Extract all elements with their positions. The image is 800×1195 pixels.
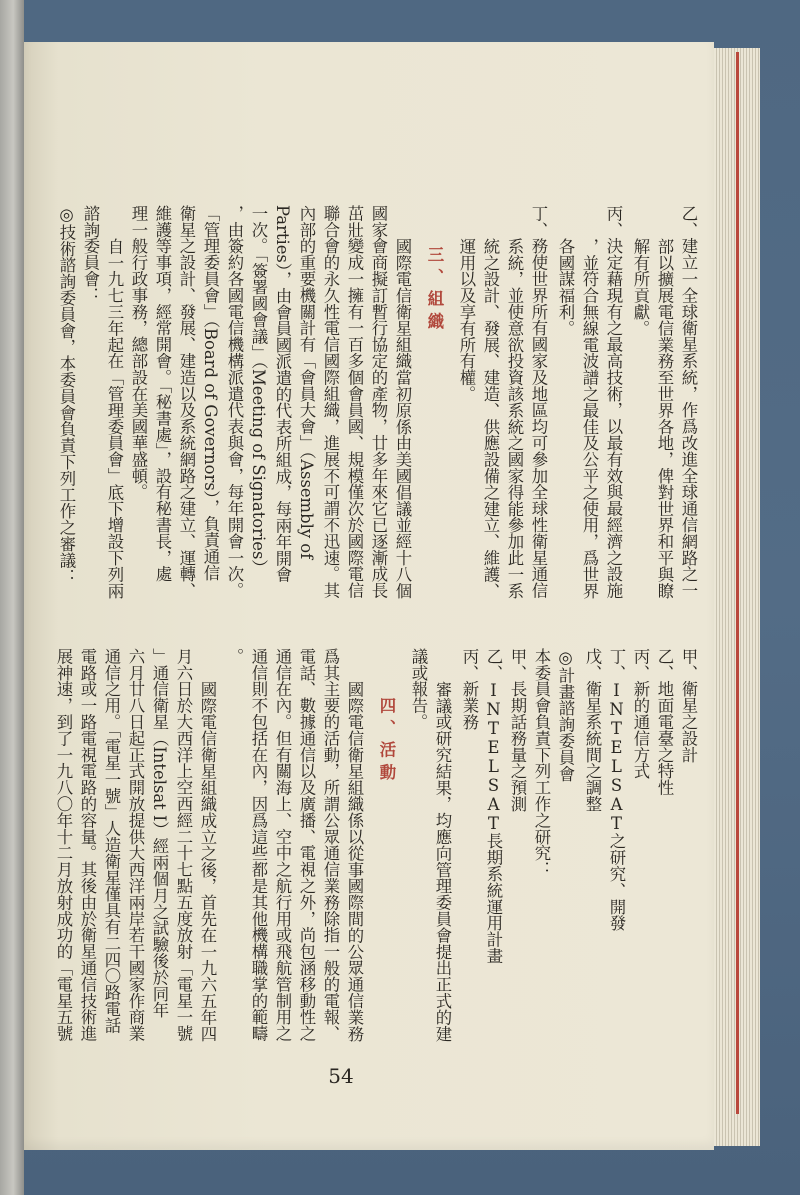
text-column: 衛星之設計、發展、建造以及系統網路之建立、運轉、 [177,205,196,599]
text-column: ，並符合無線電波譜之最佳及公平之使用，爲世界 [580,237,599,599]
text-column: 理一般行政事務，總部設在美國華盛頓。 [129,205,148,501]
text-column: 「管理委員會」（Board of Governors），負責通信 [201,205,220,581]
section-heading-organization: 三、組織 [425,246,444,335]
text-column: 國際電信衛星組織成立之後，首先在一九六五年四 [198,680,217,1042]
list-item: 戊、衛星系統間之調整 [583,648,602,812]
text-column: 各國謀福利。 [556,237,575,337]
text-column: 議或報告。 [409,648,428,730]
text-column: 爲其主要的活動，所謂公眾通信業務除指一般的電報、 [321,648,340,1042]
text-column: 電話、數據通信以及廣播、電視之外，尚包涵移動性之 [297,648,316,1042]
list-item: 丙、新業務 [460,648,479,730]
list-item-bing [553,205,625,605]
list-item: 甲、長期話務量之預測 [508,648,527,812]
list-item: 乙、地面電臺之特性 [655,648,674,796]
activity-paragraph-1 [222,648,366,1048]
text-column: 審議或研究結果，均應向管理委員會提出正式的建 [433,680,452,1042]
text-column: 國際電信衛星組織當初原係由美國倡議並經十八個 [393,237,412,599]
text-column: 」通信衛星（Intelsat I）經兩個月之試驗後於同年 [150,648,169,1019]
lower-text-block [40,648,700,1048]
text-column: 系統，並使意欲投資該系統之國家得能參加此一系 [505,237,524,599]
text-column: 內部的重要機關計有「會員大會」（Assembly of [297,205,316,560]
text-column: 乙、建立一全球衛星系統，作爲改進全球通信網路之一 [679,205,698,599]
text-column: 丁、務使世界所有國家及地區均可參加全球性衛星通信 [529,205,548,599]
facing-page-edge [0,0,24,1195]
text-column: 丙、決定藉現有之最高技術，以最有效與最經濟之設施 [604,205,623,599]
text-column: 茁壯變成一擁有一百多個會員國、規模僅次於國際電信 [345,205,364,599]
text-column: 運用以及享有所有權。 [457,237,476,402]
text-column: 月六日於大西洋上空西經二十七點五度放射「電星一號 [174,648,193,1042]
technical-committee-title: ◎技術諮詢委員會，本委員會負責下列工作之審議： [57,205,76,585]
text-column: ，由簽約各國電信機構派遣代表與會，每年開會一次。 [225,205,244,599]
list-item: 乙、INTELSAT長期系統運用計畫 [484,648,503,964]
technical-items-list [580,648,700,1048]
text-column: 電路或一路電視電路的容量。其後由於衛星通信技術進 [78,648,97,1042]
list-item: 丙、新的通信方式 [631,648,650,780]
text-column: 本委員會負責下列工作之研究： [532,648,551,878]
list-item: 丁、INTELSAT之研究、開發 [607,648,626,932]
text-column: 通信則不包括在內，因爲這些都是其他機構職掌的範疇 [249,648,268,1042]
text-column: 展神速，到了一九八〇年十二月放射成功的「電星五號 [54,648,73,1042]
text-column: 六月廿八日起正式開放提供大西洋兩岸若干國家作商業 [126,648,145,1042]
reporting-note [406,648,454,1048]
list-item-yi [628,205,700,605]
text-column: 一次。「簽署國會議」（Meeting of Signatories） [249,205,268,576]
text-column: 國家會商擬訂暫行協定的產物，廿多年來它已逐漸成長 [369,205,388,599]
section-heading-activities: 四、活動 [377,697,396,786]
list-item: 甲、衛星之設計 [679,648,698,763]
text-column: 自一九七三年起在「管理委員會」底下增設下列兩 [105,237,124,599]
advisory-paragraph [78,205,126,605]
list-item-ding [454,205,550,605]
text-column: 通信之用。「電星一號」人造衛星僅具有二四〇路電話 [102,648,121,1034]
page-number: 54 [328,1064,354,1088]
activity-paragraph-2 [51,648,219,1048]
text-column: Parties），由會員國派遣的代表所組成，每兩年開會 [273,205,292,583]
text-column: 國際電信衛星組織係以從事國際間的公眾通信業務 [345,680,364,1042]
text-column: 部以擴展電信業務至世界各地，俾對世界和平與瞭 [655,237,674,599]
planning-committee-section [457,648,577,1048]
text-column: 解有所貢獻。 [631,237,650,337]
text-column: 統之設計、發展、建造、供應設備之建立、維護、 [481,237,500,599]
fore-edge-red-stripe [736,52,739,1114]
text-column: 維護等事項，經常開會。「秘書處」，設有秘書長，處 [153,205,172,583]
text-column: 聯合會的永久性電信國際組織，進展不可謂不迅速。其 [321,205,340,599]
planning-committee-title: ◎計畫諮詢委員會 [556,648,575,782]
organization-paragraph [126,205,414,605]
text-column: 。 [225,648,244,665]
text-column: 諮詢委員會： [81,205,100,304]
upper-text-block [40,205,700,605]
text-column: 通信在內。但有關海上、空中之航行用或飛航管制用之 [273,648,292,1042]
